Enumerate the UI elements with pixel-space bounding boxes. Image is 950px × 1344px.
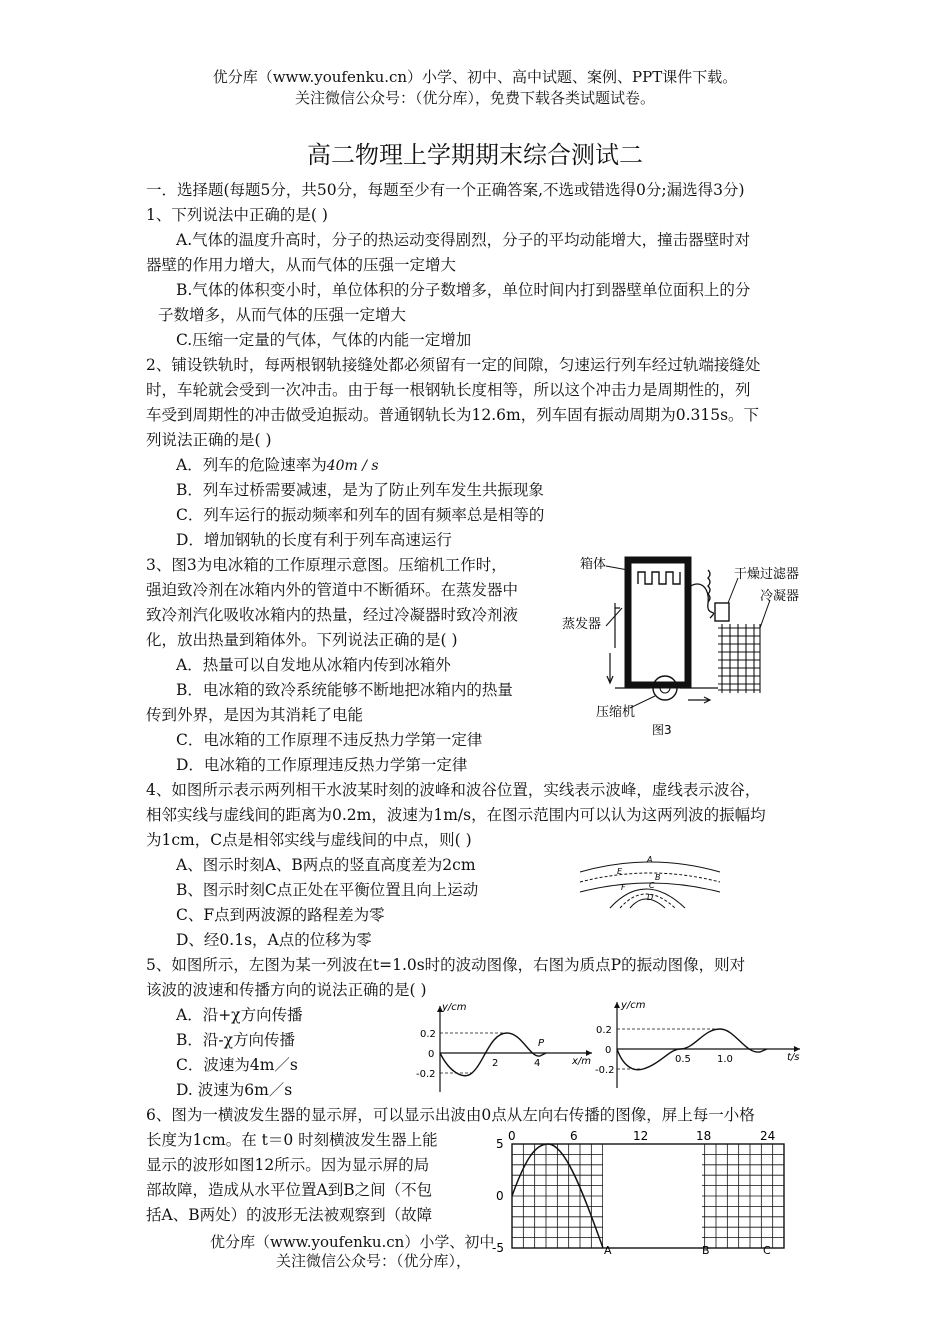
screen-point-B: B [702,1244,710,1257]
interference-diagram [575,850,725,912]
q2-option-b: B．列车过桥需要减速，是为了防止列车发生共振现象 [176,481,544,499]
fridge-box [628,560,688,685]
screen-point-C: C [763,1244,771,1257]
q4-stem-1: 4、如图所示表示两列相干水波某时刻的波峰和波谷位置，实线表示波峰，虚线表示波谷， [146,781,761,799]
q4-option-d: D、经0.1s，A点的位移为零 [176,931,372,949]
label-compressor: 压缩机 [596,705,636,720]
wave-ytick-zero: 0 [428,1049,435,1060]
filter-drier [715,603,729,621]
refrigerator-diagram [562,548,820,748]
screen-xtick-12: 12 [633,1129,649,1143]
screen-xtick-0: 0 [508,1129,516,1143]
q5-option-b: B．沿-χ方向传播 [176,1031,296,1049]
point-C: C [649,881,655,890]
screen-ytick-neg5: -5 [492,1241,504,1255]
label-box: 箱体 [580,557,607,572]
q3-option-d: D．电冰箱的工作原理违反热力学第一定律 [176,756,468,774]
header-line-1: 优分库（www.youfenku.cn）小学、初中、高中试题、案例、PPT课件下载。 [212,68,738,86]
vib-xlabel: t/s [787,1052,800,1063]
point-F: F [621,883,626,892]
screen-point-A: A [604,1244,612,1257]
q4-option-c: C、F点到两波源的路程差为零 [176,906,385,924]
q3-option-a: A．热量可以自发地从冰箱内传到冰箱外 [176,656,451,674]
wave-ylabel: y/cm [442,1002,467,1013]
vib-ytick-top: 0.2 [596,1025,612,1036]
wave-xlabel: x/m [572,1056,592,1067]
q2-option-a-text: A．列车的危险速率为 [176,456,327,474]
q6-stem-2: 长度为1cm。在 t＝0 时刻横波发生器上能 [146,1131,438,1149]
q3-option-b-cont: 传到外界，是因为其消耗了电能 [146,706,364,724]
figure-caption: 图3 [652,723,672,737]
q3-stem-2: 强迫致冷剂在冰箱内外的管道中不断循环。在蒸发器中 [146,581,519,599]
vib-ylabel: y/cm [621,1000,646,1011]
wave-ytick-top: 0.2 [420,1029,436,1040]
q3-option-c: C．电冰箱的工作原理不违反热力学第一定律 [176,731,483,749]
q2-option-c: C．列车运行的振动频率和列车的固有频率总是相等的 [176,506,545,524]
q1-option-b: B.气体的体积变小时，单位体积的分子数增多，单位时间内打到器壁单位面积上的分 [176,281,751,299]
q2-stem-2: 时，车轮就会受到一次冲击。由于每一根钢轨长度相等，所以这个冲击力是周期性的，列 [146,381,751,399]
screen-ytick-0: 0 [496,1189,504,1203]
point-E: E [617,867,623,876]
label-evaporator: 蒸发器 [562,617,602,632]
vibration-graph-yt [595,994,810,1092]
vib-ytick-bottom: -0.2 [595,1065,615,1076]
label-condenser: 冷凝器 [760,589,800,604]
q6-stem-1: 6、图为一横波发生器的显示屏，可以显示出波由0点从左向右传播的图像，屏上每一小格 [146,1106,755,1124]
q1-option-a: A.气体的温度升高时，分子的热运动变得剧烈，分子的平均动能增大，撞击器壁时对 [176,231,751,249]
wave-xtick-4: 4 [534,1058,541,1069]
evaporator-coil [638,572,680,584]
q4-stem-3: 为1cm，C点是相邻实线与虚线间的中点，则( ) [146,831,472,849]
q3-stem-4: 化，放出热量到箱体外。下列说法正确的是( ) [146,631,458,649]
q4-stem-2: 相邻实线与虚线间的距离为0.2m，波速为1m/s，在图示范围内可以认为这两列波的振幅均 [146,806,766,824]
screen-xtick-18: 18 [696,1129,712,1143]
q3-stem-1: 3、图3为电冰箱的工作原理示意图。压缩机工作时， [146,556,507,574]
wave-curve [440,1033,546,1076]
vib-xtick-05: 0.5 [675,1054,691,1065]
q2-stem-1: 2、铺设铁轨时，每两根钢轨接缝处都必须留有一定的间隙，匀速运行列车经过轨端接缝处 [146,356,761,374]
q2-option-a [176,453,379,475]
q2-stem-3: 车受到周期性的冲击做受迫振动。普通钢轨长为12.6m，列车固有振动周期为0.315s。下 [146,406,760,424]
q2-option-d: D．增加钢轨的长度有利于列车高速运行 [176,531,452,549]
vib-ytick-zero: 0 [605,1045,612,1056]
q2-speed-value: 40m / s [326,458,379,474]
header-line-2: 关注微信公众号：（优分库），免费下载各类试题试卷。 [294,89,655,107]
q5-stem-2: 该波的波速和传播方向的说法正确的是( ) [146,981,427,999]
q5-option-c: C．波速为4m／s [176,1056,298,1074]
q2-stem-4: 列说法正确的是( ) [146,431,272,449]
q1-stem: 1、下列说法中正确的是( ) [146,206,328,224]
wave-graph-yx [412,998,600,1096]
wave-ytick-bottom: -0.2 [416,1069,436,1080]
screen-xtick-24: 24 [760,1129,776,1143]
q5-option-d: D. 波速为6m／s [176,1081,293,1099]
q1-option-a-cont: 器壁的作用力增大，从而气体的压强一定增大 [146,256,457,274]
q5-option-a: A．沿+χ方向传播 [176,1006,303,1024]
footer-line-2: 关注微信公众号：（优分库）， [276,1252,472,1270]
screen-ytick-5: 5 [496,1137,504,1151]
q1-option-b-cont: 子数增多，从而气体的压强一定增大 [158,306,407,324]
fault-region [603,1144,702,1248]
label-filter: 干燥过滤器 [734,567,800,582]
q6-stem-5: 括A、B两处）的波形无法被观察到（故障 [146,1206,433,1224]
section-heading: 一．选择题(每题5分，共50分，每题至少有一个正确答案,不选或错选得0分;漏选得3分) [146,181,745,199]
wave-xtick-2: 2 [492,1058,499,1069]
page-title: 高二物理上学期期末综合测试二 [307,141,643,169]
q4-option-a: A、图示时刻A、B两点的竖直高度差为2cm [176,856,476,874]
point-A: A [647,855,653,864]
wave-point-P: P [538,1038,545,1049]
q3-stem-3: 致冷剂汽化吸收冰箱内的热量，经过冷凝器时致冷剂液 [146,606,519,624]
point-B: B [655,873,661,882]
condenser-grid [718,624,760,693]
q4-option-b: B、图示时刻C点正处在平衡位置且向上运动 [176,881,479,899]
q6-stem-3: 显示的波形如图12所示。因为显示屏的局 [146,1156,430,1174]
q1-option-c: C.压缩一定量的气体，气体的内能一定增加 [176,331,472,349]
point-D: D [647,893,654,902]
q5-stem-1: 5、如图所示，左图为某一列波在t=1.0s时的波动图像，右图为质点P的振动图像，则对 [146,956,746,974]
wave-display-screen [490,1130,800,1255]
flow-arrow-down [607,653,613,683]
q6-stem-4: 部故障，造成从水平位置A到B之间（不包 [146,1181,433,1199]
q3-option-b: B．电冰箱的致冷系统能够不断地把冰箱内的热量 [176,681,513,699]
vib-xtick-10: 1.0 [717,1054,733,1065]
footer-line-1: 优分库（www.youfenku.cn）小学、初中 [210,1233,495,1251]
screen-xtick-6: 6 [570,1129,578,1143]
flow-arrow-right [688,697,710,703]
